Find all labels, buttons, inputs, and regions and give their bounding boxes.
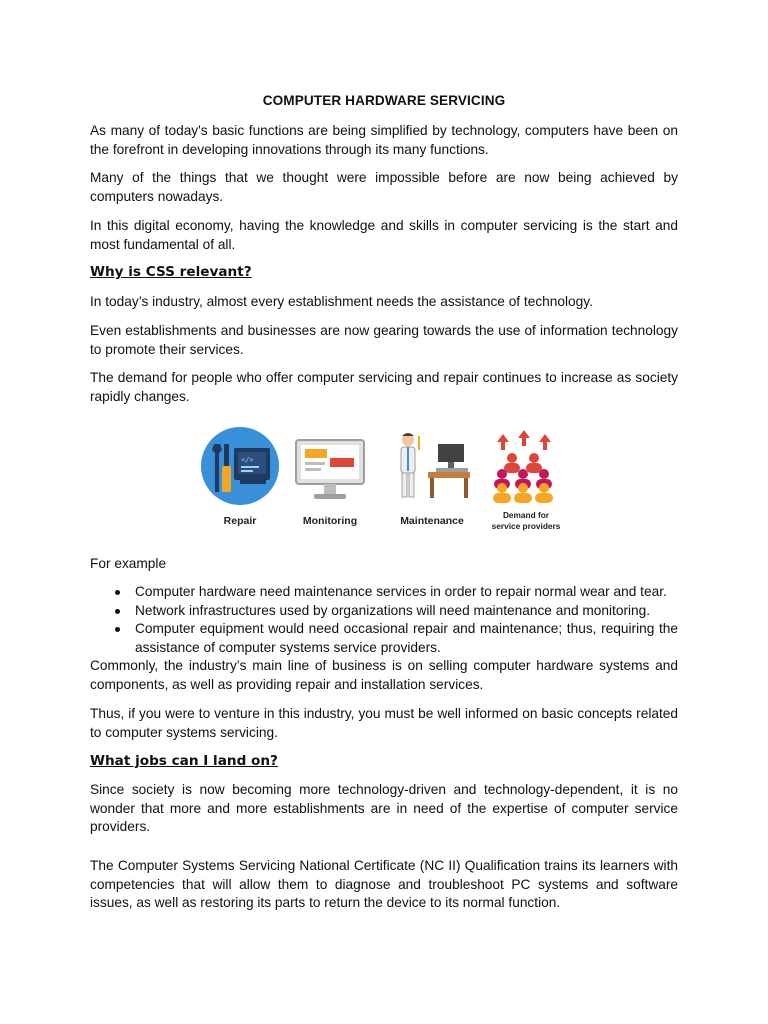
repair-icon: [200, 426, 280, 506]
css-infographic: [196, 420, 576, 550]
css-paragraph-1: In today’s industry, almost every establishment needs the assistance of technology.: [90, 294, 593, 309]
intro-paragraph-1: As many of today's basic functions are being simplified by technology, computers have been on the forefront in developing innovations through its many functions.: [90, 123, 678, 157]
intro-paragraph-3: In this digital economy, having the knowledge and skills in computer servicing is the start and most fundamental of all.: [90, 218, 678, 252]
industry-paragraph: Commonly, the industry’s main line of business is on selling computer hardware systems and components, as well as providing repair and installation services.: [90, 658, 678, 692]
venture-paragraph: Thus, if you were to venture in this industry, you must be well informed on basic concepts related to computer systems servicing.: [90, 706, 678, 740]
css-paragraph-3: The demand for people who offer computer servicing and repair continues to increase as society rapidly changes.: [90, 370, 678, 404]
section-heading-why-css: Why is CSS relevant?: [90, 264, 252, 280]
monitoring-icon: [294, 438, 366, 504]
css-paragraph-2: Even establishments and businesses are now gearing towards the use of information technology to promote their services.: [90, 323, 678, 357]
maintenance-label: Maintenance: [400, 515, 464, 527]
jobs-paragraph-2: The Computer Systems Servicing National Certificate (NC II) Qualification trains its learners with competencies that will allow them to diagnose and troubleshoot PC systems and software issues, as well as restoring its parts to return the device to its normal function.: [90, 858, 678, 911]
section-heading-jobs: What jobs can I land on?: [90, 753, 278, 769]
repair-label: Repair: [223, 515, 257, 527]
bullet-icon: [115, 590, 120, 595]
monitoring-label: Monitoring: [302, 515, 358, 527]
jobs-paragraph-1: Since society is now becoming more technology-driven and technology-dependent, it is no wonder that more and more establishments are in need of the expertise of computer service providers.: [90, 782, 678, 835]
example-bullet-list: [90, 583, 678, 657]
intro-paragraph-2: Many of the things that we thought were impossible before are now being achieved by computers nowadays.: [90, 170, 678, 204]
demand-label: Demand for service providers: [491, 510, 561, 531]
bullet-icon: [115, 627, 120, 632]
list-item: Computer hardware need maintenance services in order to repair normal wear and tear.: [90, 583, 678, 602]
list-item: Computer equipment would need occasional repair and maintenance; thus, requiring the assistance of computer systems service providers.: [90, 620, 678, 657]
maintenance-icon: [396, 430, 472, 504]
example-lead: For example: [90, 556, 167, 571]
document-title: COMPUTER HARDWARE SERVICING: [262, 93, 506, 108]
demand-icon: [490, 430, 564, 504]
svg-text:</>: </>: [241, 456, 254, 464]
bullet-icon: [115, 609, 120, 614]
list-item: Network infrastructures used by organizations will need maintenance and monitoring.: [90, 602, 678, 621]
